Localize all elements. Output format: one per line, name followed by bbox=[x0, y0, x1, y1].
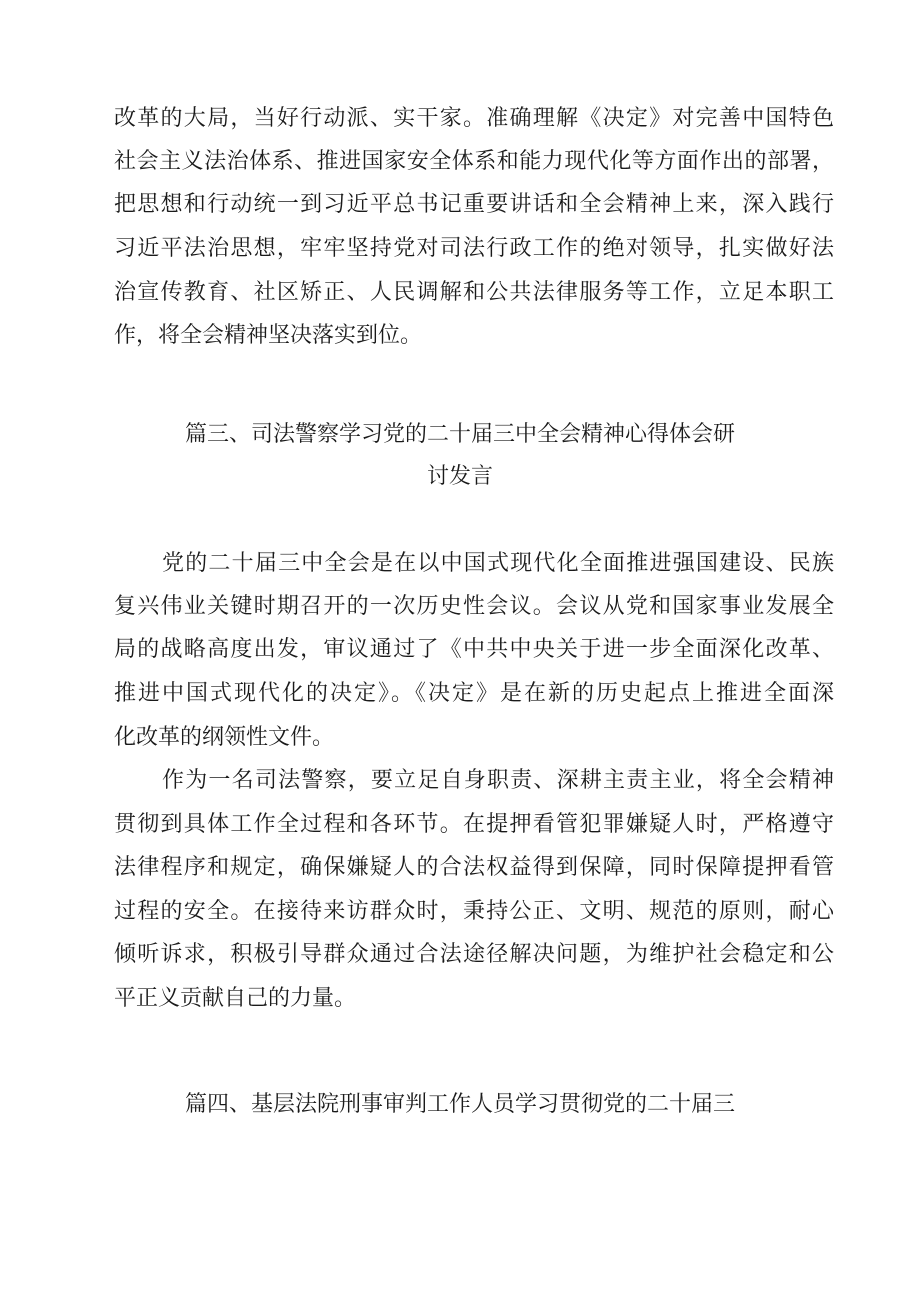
body-line: 习近平法治思想，牢牢坚持党对司法行政工作的绝对领导，扎实做好法 bbox=[114, 236, 834, 261]
body-line: 倾听诉求，积极引导群众通过合法途径解决问题，为维护社会稳定和公 bbox=[114, 942, 834, 967]
body-line: 过程的安全。在接待来访群众时，秉持公正、文明、规范的原则，耐心 bbox=[114, 899, 834, 924]
body-line: 平正义贡献自己的力量。 bbox=[114, 986, 357, 1011]
body-line: 化改革的纲领性文件。 bbox=[114, 725, 335, 750]
section-heading: 篇四、基层法院刑事审判工作人员学习贯彻党的二十届三 bbox=[184, 1092, 735, 1117]
body-line: 把思想和行动统一到习近平总书记重要讲话和全会精神上来，深入践行 bbox=[114, 192, 834, 217]
body-line: 改革的大局，当好行动派、实干家。准确理解《决定》对完善中国特色 bbox=[114, 106, 834, 131]
section-heading: 篇三、司法警察学习党的二十届三中全会精神心得体会研 bbox=[184, 422, 735, 447]
body-line: 复兴伟业关键时期召开的一次历史性会议。会议从党和国家事业发展全 bbox=[114, 594, 834, 619]
body-line: 推进中国式现代化的决定》。《决定》是在新的历史起点上推进全面深 bbox=[114, 681, 834, 706]
body-line: 局的战略高度出发，审议通过了《中共中央关于进一步全面深化改革、 bbox=[114, 637, 834, 662]
body-line: 治宣传教育、社区矫正、人民调解和公共法律服务等工作，立足本职工 bbox=[114, 280, 834, 305]
body-line: 法律程序和规定，确保嫌疑人的合法权益得到保障，同时保障提押看管 bbox=[114, 855, 834, 880]
body-line: 党的二十届三中全会是在以中国式现代化全面推进强国建设、民族 bbox=[162, 551, 834, 576]
body-line: 社会主义法治体系、推进国家安全体系和能力现代化等方面作出的部署， bbox=[114, 149, 834, 174]
body-line: 作，将全会精神坚决落实到位。 bbox=[114, 323, 423, 348]
section-heading: 讨发言 bbox=[426, 464, 493, 489]
body-line: 作为一名司法警察，要立足自身职责、深耕主责主业，将全会精神 bbox=[162, 768, 834, 793]
body-line: 贯彻到具体工作全过程和各环节。在提押看管犯罪嫌疑人时，严格遵守 bbox=[114, 812, 834, 837]
